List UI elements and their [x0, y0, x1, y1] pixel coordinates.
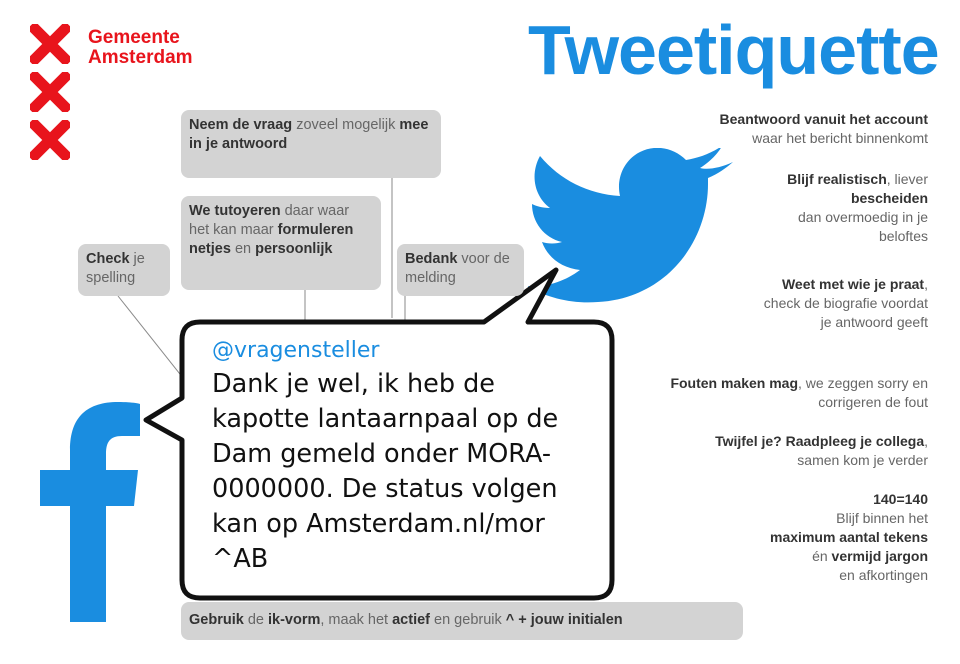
- bubble-bedank: Bedank voor de melding: [397, 244, 524, 296]
- bubble-gebruik: Gebruik de ik-vorm, maak het actief en gebruik ^ + jouw initialen: [181, 602, 743, 640]
- bubble-neem: Neem de vraag zoveel mogelijk mee in je antwoord: [181, 110, 441, 178]
- tip-realistisch: Blijf realistisch, liever bescheiden dan overmoedig in je beloftes: [787, 171, 928, 244]
- bubble-check: Check je spelling: [78, 244, 170, 296]
- bubble-tutoyeren: We tutoyeren daar waar het kan maar formuleren netjes en persoonlijk: [181, 196, 381, 290]
- tip-fouten: Fouten maken mag, we zeggen sorry en corrigeren de fout: [670, 375, 928, 410]
- tweet-handle: @vragensteller: [212, 338, 380, 363]
- tweet-message: Dank je wel, ik heb de kapotte lantaarnpaal op de Dam gemeld onder MORA- 0000000. De status volgen kan op Amsterdam.nl/mor ^AB: [212, 369, 559, 574]
- logo-text: Gemeente Amsterdam: [88, 27, 193, 68]
- tweet-content: [212, 338, 602, 577]
- tip-twijfel: Twijfel je? Raadpleeg je collega, samen kom je verder: [715, 433, 928, 468]
- tip-beantwoord: Beantwoord vanuit het account waar het bericht binnenkomt: [719, 111, 928, 146]
- page-title: Tweetiquette: [528, 11, 939, 89]
- tip-weet: Weet met wie je praat, check de biografie voordat je antwoord geeft: [763, 276, 928, 330]
- tip-140: 140=140 Blijf binnen het maximum aantal tekens én vermijd jargon en afkortingen: [770, 491, 928, 583]
